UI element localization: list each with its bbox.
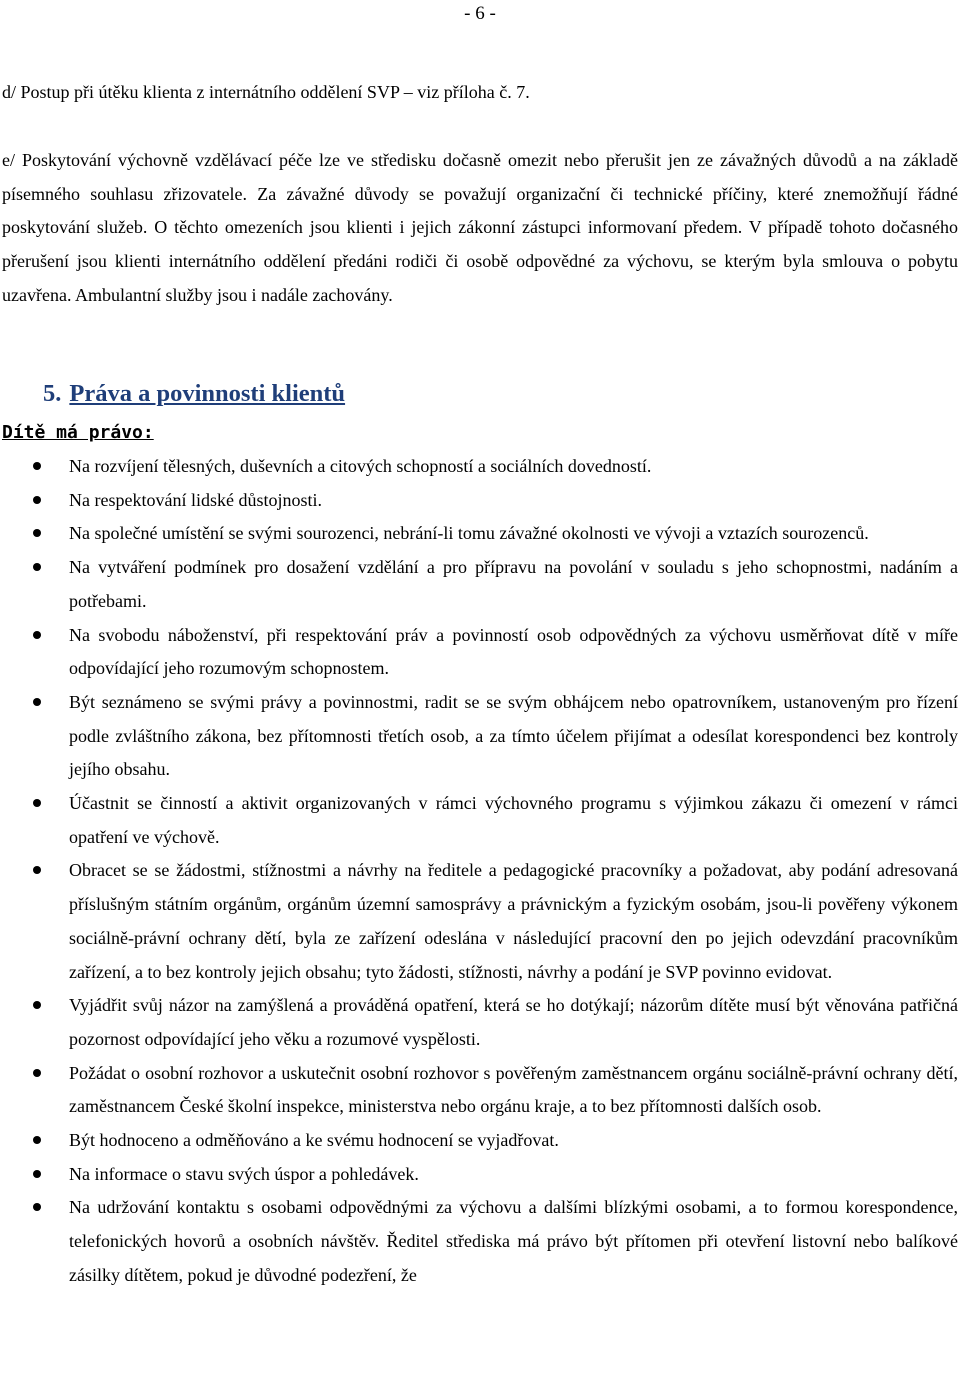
- rights-item-text: Požádat o osobní rozhovor a uskutečnit osobní rozhovor s pověřeným zaměstnancem orgánu sociálně-právní ochrany dětí, zaměstnancem České školní inspekce, ministerstva nebo orgánu kraje, a to bez přítomnosti dalších osob.: [69, 1062, 958, 1117]
- bullet-icon: [33, 496, 41, 504]
- rights-item-text: Na vytváření podmínek pro dosažení vzdělání a pro přípravu na povolání v souladu s jeho schopnostmi, nadáním a potřebami.: [69, 557, 958, 611]
- section-number: 5.: [43, 380, 62, 407]
- rights-item: [0, 450, 960, 484]
- rights-item: [0, 854, 960, 989]
- bullet-icon: [33, 1170, 41, 1178]
- bullet-icon: [33, 462, 41, 470]
- bullet-icon: [33, 698, 41, 706]
- bullet-icon: [33, 1203, 41, 1211]
- rights-item: [0, 1057, 960, 1124]
- rights-item: [0, 989, 960, 1056]
- rights-item: [0, 1124, 960, 1158]
- rights-item: [0, 619, 960, 686]
- rights-item: [0, 484, 960, 518]
- rights-item-text: Být hodnoceno a odměňováno a ke svému hodnocení se vyjadřovat.: [69, 1130, 559, 1151]
- bullet-icon: [33, 631, 41, 639]
- rights-list: [0, 450, 960, 1293]
- rights-item-text: Obracet se se žádostmi, stížnostmi a návrhy na ředitele a pedagogické pracovníky a požadovat, aby podání adresovaná příslušným státním orgánům, orgánům územní samosprávy a právnickým a fyzickým osobám, jsou-li pověřeny výkonem sociálně-právní ochrany dětí, byla ze zařízení odeslána v následující pracovní den po jejich odevzdání pracovníkům zařízení, a to bez kontroly jejich obsahu; tyto žádosti, stížnosti, návrhy a podání je SVP povinno evidovat.: [69, 860, 958, 982]
- rights-item: [0, 517, 960, 551]
- bullet-icon: [33, 529, 41, 537]
- rights-item-text: Na společné umístění se svými sourozenci, nebrání-li tomu závažné okolnosti ve vývoji a vztazích sourozenců.: [69, 523, 869, 544]
- rights-item-text: Být seznámeno se svými právy a povinnostmi, radit se se svým obhájcem nebo opatrovníkem, ustanoveným pro řízení podle zvláštního zákona, bez přítomnosti třetích osob, a za tímto účelem přijímat a odesílat korespondenci bez kontroly jejího obsahu.: [69, 691, 958, 780]
- bullet-icon: [33, 1069, 41, 1077]
- page-number: - 6 -: [464, 3, 496, 24]
- section-title: Práva a povinnosti klientů: [69, 380, 346, 407]
- bullet-icon: [33, 1136, 41, 1144]
- bullet-icon: [33, 1001, 41, 1009]
- rights-item-text: Účastnit se činností a aktivit organizovaných v rámci výchovného programu s výjimkou zákazu či omezení v rámci opatření ve výchově.: [69, 793, 958, 847]
- bullet-icon: [33, 866, 41, 874]
- bullet-icon: [33, 563, 41, 571]
- paragraph-e: e/ Poskytování výchovně vzdělávací péče lze ve středisku dočasně omezit nebo přerušit jen ze závažných důvodů a na základě písemného souhlasu zřizovatele. Za závažné důvody se považují organizační či technické příčiny, které znemožňují řádné poskytování služeb. O těchto omezeních jsou klienti i jejich zákonní zástupci informovaní předem. V případě tohoto dočasného přerušení jsou klienti internátního oddělení předáni rodiči či osobě odpovědné za výchovu, se kterým byla smlouva o pobytu uzavřena. Ambulantní služby jsou i nadále zachovány.: [2, 150, 958, 305]
- rights-item: [0, 686, 960, 787]
- rights-item: [0, 1191, 960, 1292]
- rights-item: [0, 1158, 960, 1192]
- rights-item-text: Vyjádřit svůj názor na zamýšlená a prováděná opatření, která se ho dotýkají; názorům dítěte musí být věnována patřičná pozornost odpovídající jeho věku a rozumové vyspělosti.: [69, 995, 958, 1049]
- rights-item-text: Na rozvíjení tělesných, duševních a citových schopností a sociálních dovedností.: [69, 456, 652, 476]
- rights-item-text: Na svobodu náboženství, při respektování práv a povinností osob odpovědných za výchovu usměrňovat dítě v míře odpovídající jeho rozumovým schopnostem.: [69, 624, 958, 679]
- rights-item-text: Na respektování lidské důstojnosti.: [69, 489, 322, 510]
- rights-item: [0, 787, 960, 854]
- rights-item: [0, 551, 960, 618]
- rights-item-text: Na informace o stavu svých úspor a pohledávek.: [69, 1163, 419, 1184]
- paragraph-d: d/ Postup při útěku klienta z internátního oddělení SVP – viz příloha č. 7.: [2, 82, 530, 102]
- section-heading: [43, 377, 345, 411]
- rights-item-text: Na udržování kontaktu s osobami odpovědnými za výchovu a dalšími blízkými osobami, a to formou korespondence, telefonických hovorů a osobních návštěv. Ředitel střediska má právo být přítomen při otevření listovní nebo balíkové zásilky dítětem, pokud je důvodné podezření, že: [69, 1197, 958, 1285]
- rights-subheading: Dítě má právo:: [2, 422, 154, 443]
- bullet-icon: [33, 799, 41, 807]
